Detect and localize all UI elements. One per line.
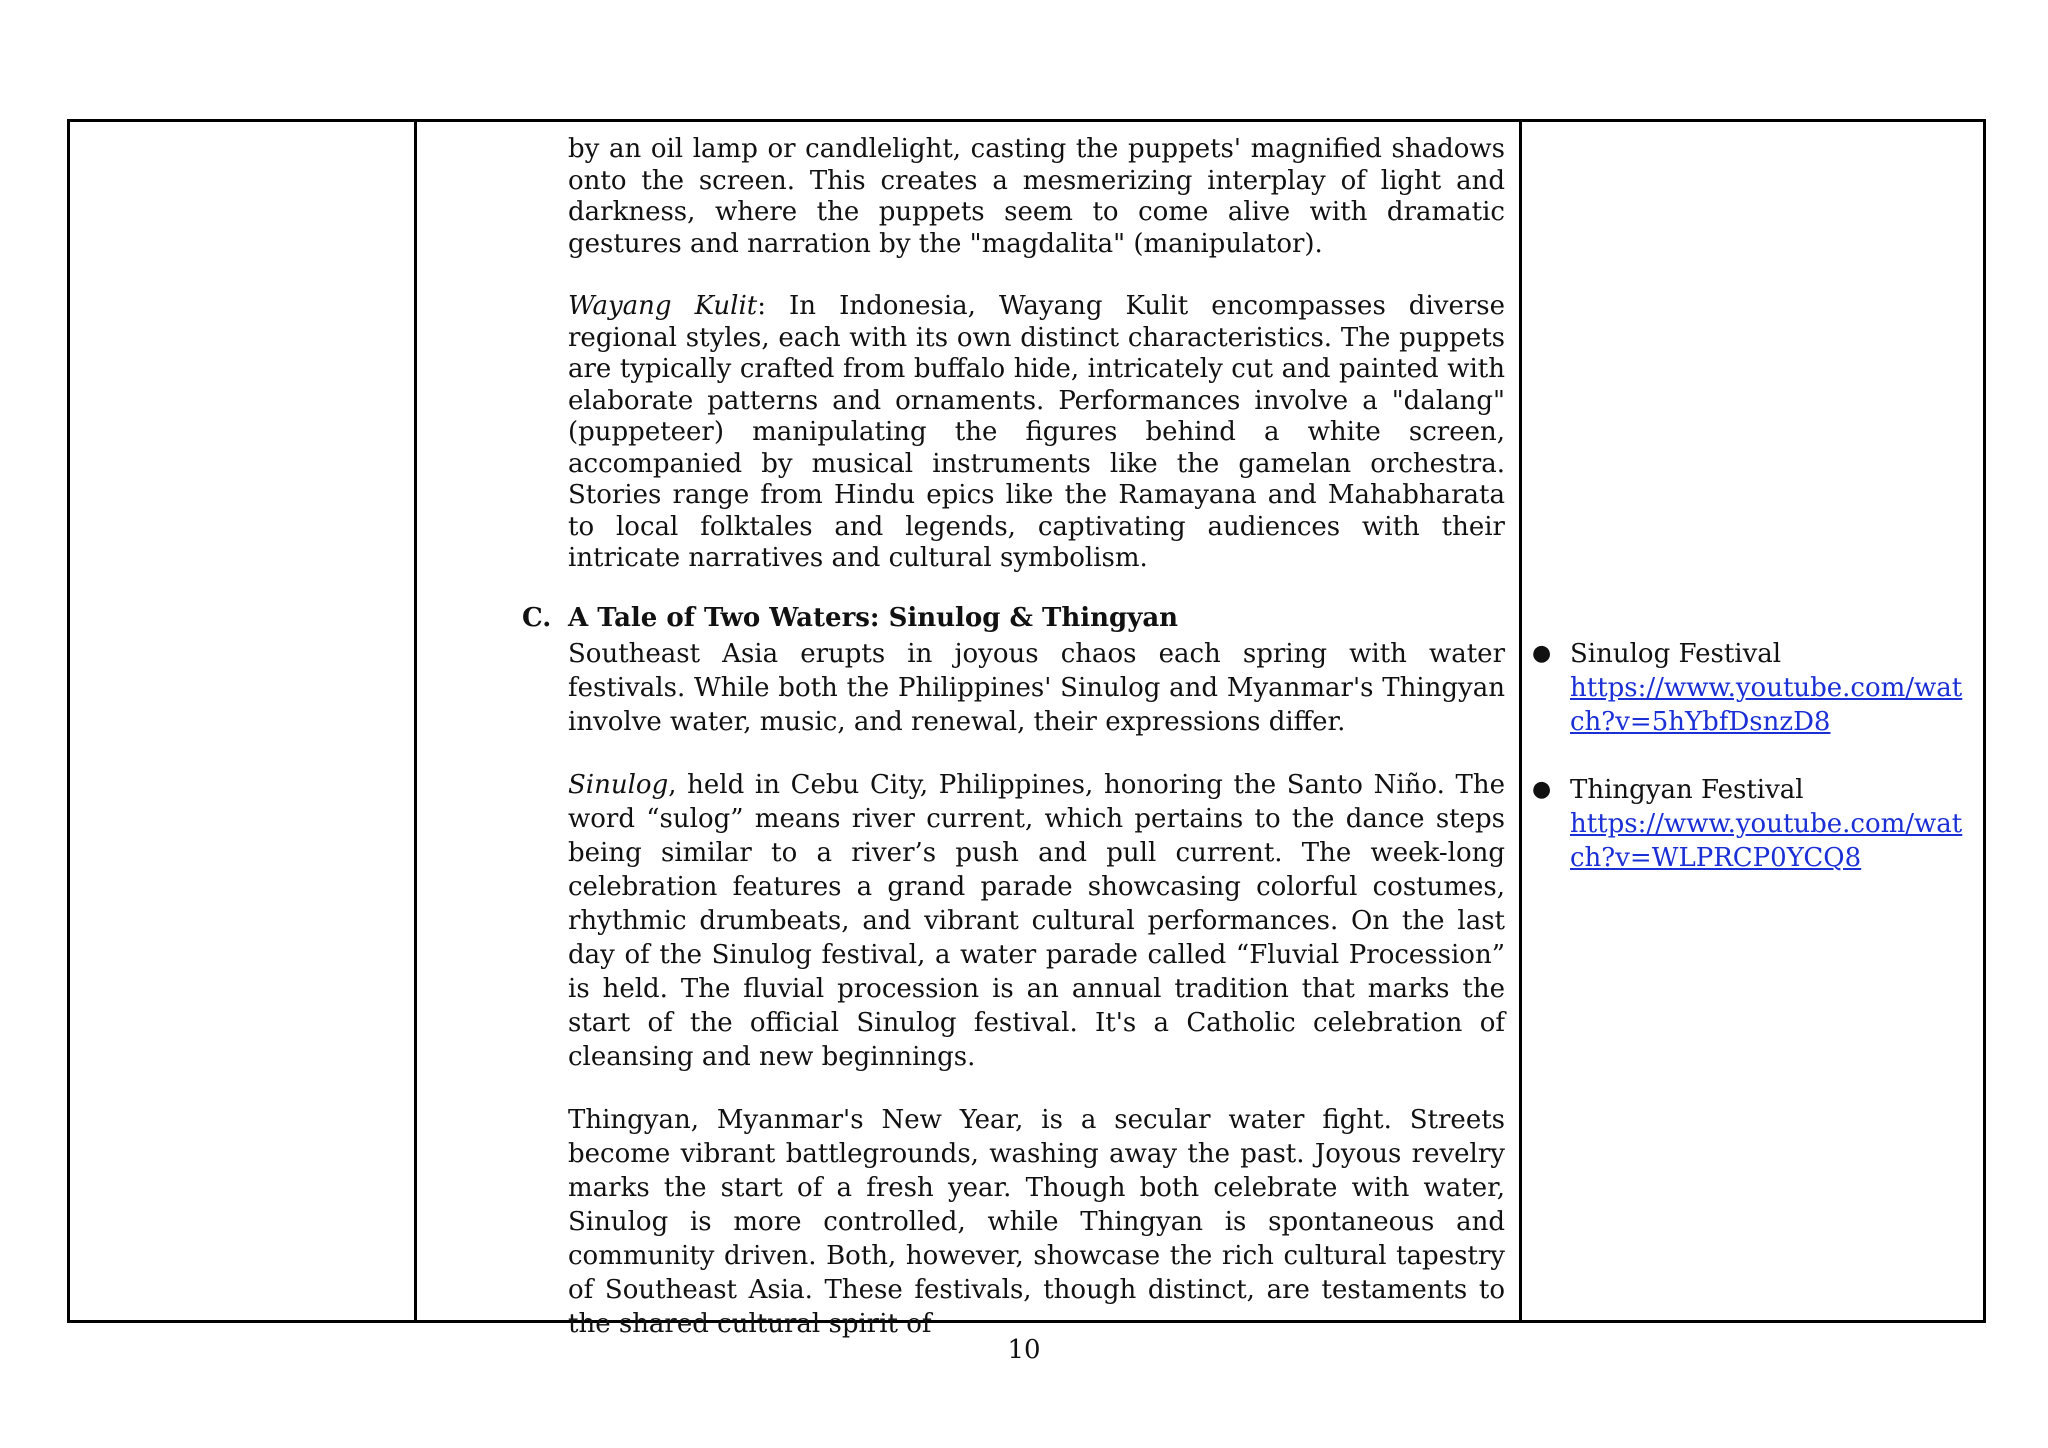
- intro-continuation-text: by an oil lamp or candlelight, casting the puppets' magnified shadows onto the screen. This creates a mesmerizing interplay of light and darkness, where the puppets seem to come alive with dramatic gestures and narration by the "magdalita" (manipulator).: [568, 134, 1505, 259]
- bullet-icon: ●: [1532, 777, 1552, 802]
- thingyan-video-link[interactable]: https://www.youtube.com/watch?v=WLPRCP0YCQ8: [1570, 809, 1963, 873]
- column-divider-1: [414, 122, 417, 1320]
- column-divider-2: [1519, 122, 1522, 1320]
- thingyan-text: Thingyan, Myanmar's New Year, is a secular water fight. Streets become vibrant battlegrounds, washing away the past. Joyous revelry marks the start of a fresh year. Though both celebrate with water, Sinulog is more controlled, while Thingyan is spontaneous and community driven. Both, however, showcase the rich cultural tapestry of Southeast Asia. These festivals, though distinct, are testaments to the shared cultural spirit of: [568, 1105, 1505, 1339]
- thingyan-paragraph: [568, 1103, 1505, 1341]
- section-title: A Tale of Two Waters: Sinulog & Thingyan: [568, 603, 1179, 633]
- section-intro-paragraph: [568, 637, 1505, 739]
- bullet-icon: ●: [1532, 641, 1552, 666]
- resource-label: Sinulog Festival: [1570, 639, 1782, 669]
- wayang-kulit-text: : In Indonesia, Wayang Kulit encompasses diverse regional styles, each with its own distinct characteristics. The puppets are typically crafted from buffalo hide, intricately cut and painted with elaborate patterns and ornaments. Performances involve a "dalang" (puppeteer) manipulating the figures behind a white screen, accompanied by musical instruments like the gamelan orchestra. Stories range from Hindu epics like the Ramayana and Mahabharata to local folktales and legends, captivating audiences with their intricate narratives and cultural symbolism.: [568, 291, 1505, 573]
- section-intro-text: Southeast Asia erupts in joyous chaos each spring with water festivals. While both the Philippines' Sinulog and Myanmar's Thingyan involve water, music, and renewal, their expressions differ.: [568, 639, 1505, 737]
- section-letter: C.: [522, 603, 552, 633]
- sinulog-text: , held in Cebu City, Philippines, honoring the Santo Niño. The word “sulog” means river current, which pertains to the dance steps being similar to a river’s push and pull current. The week-long celebration features a grand parade showcasing colorful costumes, rhythmic drumbeats, and vibrant cultural performances. On the last day of the Sinulog festival, a water parade called “Fluvial Procession” is held. The fluvial procession is an annual tradition that marks the start of the official Sinulog festival. It's a Catholic celebration of cleansing and new beginnings.: [568, 770, 1505, 1072]
- sinulog-video-link[interactable]: https://www.youtube.com/watch?v=5hYbfDsnzD8: [1570, 673, 1963, 737]
- resource-label: Thingyan Festival: [1570, 775, 1804, 805]
- wayang-kulit-paragraph: [568, 291, 1505, 575]
- section-heading: [522, 601, 1178, 635]
- sinulog-paragraph: [568, 768, 1505, 1074]
- sinulog-term: Sinulog: [568, 770, 669, 800]
- wayang-kulit-term: Wayang Kulit: [568, 291, 758, 321]
- intro-continuation-paragraph: [568, 134, 1505, 260]
- page-number: 10: [1007, 1335, 1041, 1365]
